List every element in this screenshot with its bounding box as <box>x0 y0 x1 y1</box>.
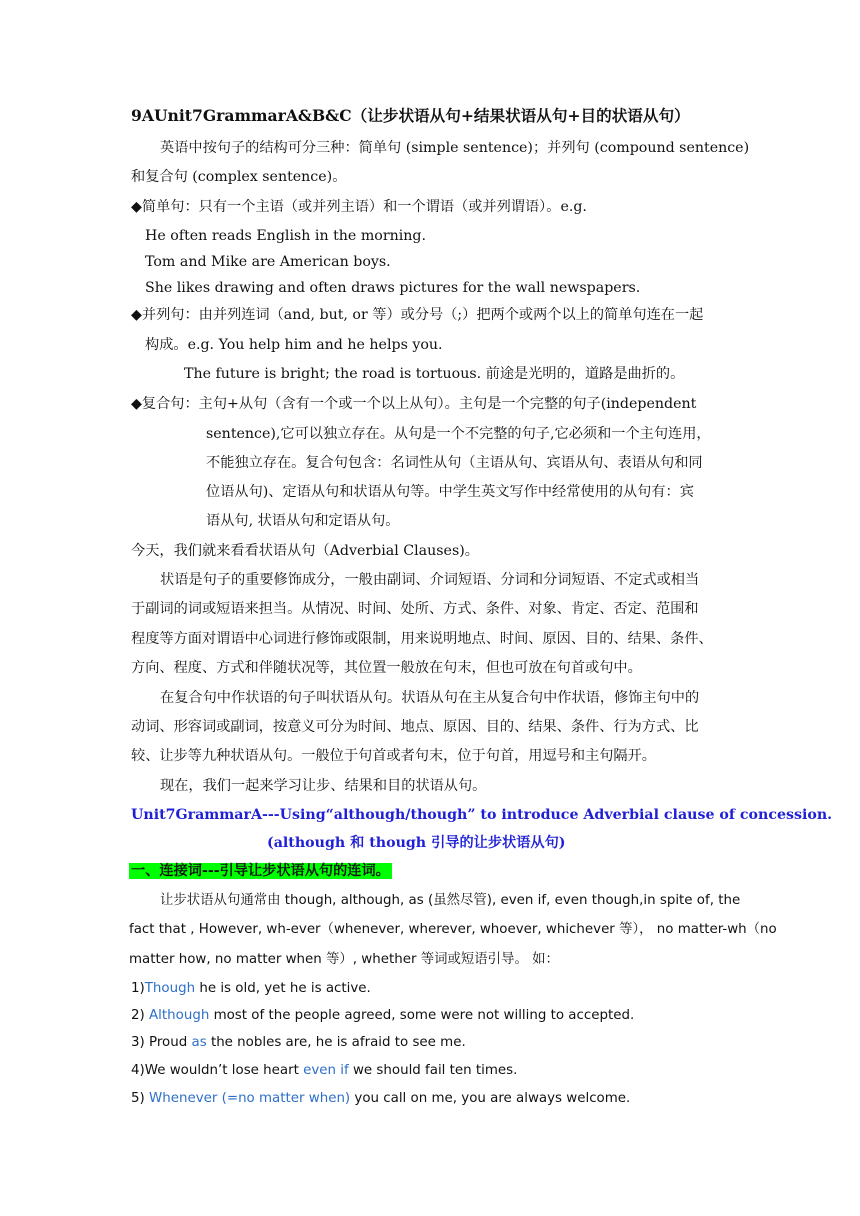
keyword: Although <box>149 1008 210 1023</box>
adverbial-para-line-3: 程度等方面对谓语中心词进行修饰或限制，用来说明地点、时间、原因、目的、结果、条件、 <box>131 631 713 647</box>
unit-heading: Unit7GrammarA---Using“although/though” to introduce Adverbial clause of concession. <box>131 807 833 823</box>
simple-example-1: He often reads English in the morning. <box>145 228 427 244</box>
keyword: as <box>191 1035 207 1050</box>
complex-line-2: 不能独立存在。复合句包含：名词性从句（主语从句、宾语从句、表语从句和同 <box>206 455 703 471</box>
unit-subheading: (although 和 though 引导的让步状语从句) <box>267 835 566 851</box>
today-line: 今天，我们就来看看状语从句（Adverbial Clauses)。 <box>131 543 479 559</box>
adverbial-para-line-4: 方向、程度、方式和伴随状况等，其位置一般放在句末，但也可放在句首或句中。 <box>131 660 642 676</box>
complex-line-3: 位语从句)、定语从句和状语从句等。中学生英文写作中经常使用的从句有：宾 <box>206 484 694 500</box>
adverbial-para-line-1: 状语是句子的重要修饰成分，一般由副词、介词短语、分词和分词短语、不定式或相当 <box>160 572 700 588</box>
intro-line-1: 英语中按句子的结构可分三种：简单句 (simple sentence)；并列句 (compound sentence) <box>160 140 750 156</box>
compound-example: The future is bright; the road is tortuous. 前途是光明的，道路是曲折的。 <box>184 366 685 382</box>
compound-sentence-heading: ◆并列句：由并列连词（and, but, or 等）或分号（;）把两个或两个以上的简单句连在一起 <box>131 307 704 323</box>
example-5: 5) Whenever (=no matter when) you call on me, you are always welcome. <box>131 1091 631 1106</box>
complex-line-1: sentence),它可以独立存在。从句是一个不完整的句子,它必须和一个主句连用， <box>206 426 711 442</box>
adverbial-para-line-2: 于副词的词或短语来担当。从情况、时间、处所、方式、条件、对象、肯定、否定、范围和 <box>131 601 699 617</box>
example-4: 4)We wouldn’t lose heart even if we should fail ten times. <box>131 1063 518 1078</box>
compound-sentence-cont: 构成。e.g. You help him and he helps you. <box>145 337 443 353</box>
clause-para-line-1: 在复合句中作状语的句子叫状语从句。状语从句在主从复合句中作状语，修饰主句中的 <box>160 690 700 706</box>
concession-para-line-2: fact that , However, wh-ever（whenever, wherever, whoever, whichever 等）， no matter-wh（no <box>129 922 777 937</box>
clause-para-line-2: 动词、形容词或副词，按意义可分为时间、地点、原因、目的、结果、条件、行为方式、比 <box>131 719 699 735</box>
concession-para-line-3: matter how, no matter when 等）, whether 等词或短语引导。 如： <box>129 952 559 967</box>
section-heading-highlight: 一、连接词---引导让步状语从句的连词。 <box>131 863 390 879</box>
keyword: even if <box>303 1063 349 1078</box>
keyword: Though <box>144 981 196 996</box>
example-3: 3) Proud as the nobles are, he is afraid to see me. <box>131 1035 466 1050</box>
document-title: 9AUnit7GrammarA&B&C（让步状语从句+结果状语从句+目的状语从句） <box>131 106 690 125</box>
now-line: 现在，我们一起来学习让步、结果和目的状语从句。 <box>160 778 487 794</box>
complex-sentence-heading: ◆复合句：主句+从句（含有一个或一个以上从句）。主句是一个完整的句子(independent <box>131 396 697 412</box>
simple-example-3: She likes drawing and often draws pictures for the wall newspapers. <box>145 280 641 296</box>
example-2: 2) Although most of the people agreed, some were not willing to accepted. <box>131 1008 635 1023</box>
simple-example-2: Tom and Mike are American boys. <box>145 254 391 270</box>
keyword: Whenever (=no matter when) <box>149 1091 351 1106</box>
concession-para-line-1: 让步状语从句通常由 though, although, as (虽然尽管), even if, even though,in spite of, the <box>160 893 741 908</box>
simple-sentence-heading: ◆简单句：只有一个主语（或并列主语）和一个谓语（或并列谓语）。e.g. <box>131 199 587 215</box>
intro-line-2: 和复合句 (complex sentence)。 <box>131 169 347 185</box>
clause-para-line-3: 较、让步等九种状语从句。一般位于句首或者句末，位于句首，用逗号和主句隔开。 <box>131 748 656 764</box>
complex-line-4: 语从句, 状语从句和定语从句。 <box>206 513 400 529</box>
example-1: 1)Though he is old, yet he is active. <box>131 981 371 996</box>
